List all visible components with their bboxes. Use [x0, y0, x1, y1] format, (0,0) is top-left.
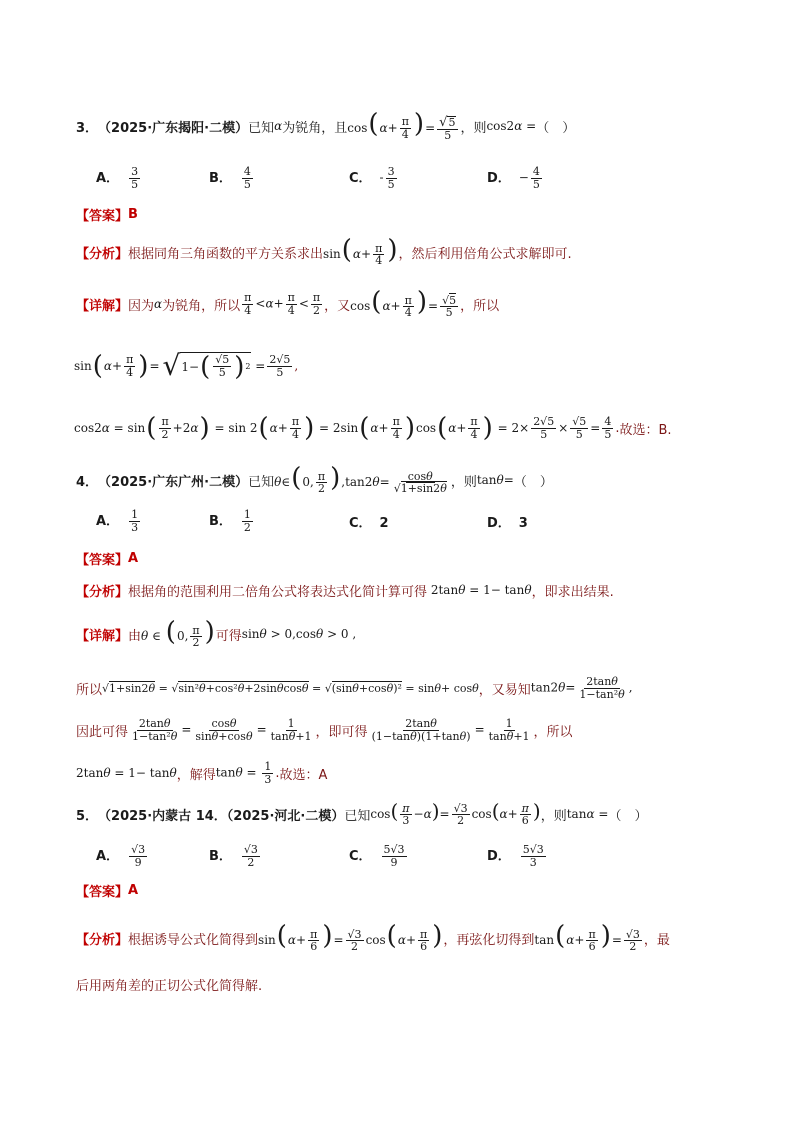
- q4-conclusion: 故选：A: [279, 767, 328, 783]
- q5-condition: cos( $\frac{\pi}{3}$ −α)= $\frac{√3}{2}$ cos(α+ $\frac{\pi}{6}$ ): [370, 799, 541, 828]
- q5-answer: [76, 880, 138, 900]
- q4-detail-tag: 【详解】: [76, 628, 129, 644]
- q4-answer-tag: 【答案】: [76, 552, 129, 568]
- q3-text-c: ，则: [460, 120, 487, 136]
- q5-blank: （ ）: [608, 808, 648, 824]
- q5-text-a: 已知: [344, 808, 371, 824]
- q3-cos2a: cos2α =: [486, 119, 537, 133]
- q3-sin-line: sin ( α + $\frac{\pi}{4}$ ) = √ 1− ( $\frac{√5}{5}$ ) 2 = $\frac{2√5}{5}$ ,: [74, 349, 299, 382]
- q4-solve-line: 2tanθ = 1− tanθ ，解得 tanθ = $\frac{1}{3}$ . 故选：A: [76, 759, 328, 786]
- q4-stem: [76, 460, 553, 500]
- q3-option-c: C． - $\frac{3}{5}$: [349, 164, 395, 191]
- q4-option-c: C． 2: [349, 515, 389, 531]
- q3-analysis-tag: 【分析】: [76, 246, 129, 262]
- q3-sin-expr: sin(α+ $\frac{\pi}{4}$ ): [323, 235, 398, 268]
- q4-solve: ，解得: [176, 767, 216, 783]
- q4-target: tanθ=: [476, 473, 514, 487]
- q3-given-expr: cos(α+ $\frac{\pi}{4}$ )= $\frac{√5}{5}$: [350, 287, 457, 320]
- q3-option-b: B． $\frac{4}{5}$: [209, 164, 251, 191]
- q3-text-a: 已知: [248, 120, 275, 136]
- q3-cos-expr: cos(α+ $\frac{\pi}{4}$ )= √ 5 5: [347, 111, 460, 141]
- q3-conclusion: 故选：B.: [619, 422, 672, 438]
- q5-text-c: ，则: [540, 808, 567, 824]
- q5-answer-value: A: [128, 882, 139, 898]
- q5-analysis: 【分析】 根据诱导公式化简得到 sin(α+ $\frac{\pi}{6}$ )= $\frac{√3}{2}$ cos(α+ $\frac{\pi}{6}$ ) ，再弦化切得到 tan(α+ $\frac{\pi}{6}$ )= $\frac{√3}{2}$ ，最: [76, 921, 670, 954]
- q4-detail-b: 可得: [215, 628, 242, 644]
- q4-answer: [76, 548, 138, 568]
- q3-option-a: A． $\frac{3}{5}$: [96, 164, 139, 191]
- q3-alpha: α: [274, 119, 283, 133]
- q3-answer-tag: 【答案】: [76, 208, 129, 224]
- q4-so2: ，所以: [533, 724, 573, 740]
- q3-option-d: D． − $\frac{4}{5}$: [487, 164, 540, 191]
- q5-analysis-b: ，再弦化切得到: [443, 932, 535, 948]
- q5-analysis-a: 根据诱导公式化简得到: [128, 932, 259, 948]
- q4-source: （2025·广东广州·二模）: [98, 474, 249, 490]
- q3-detail-d: ，所以: [460, 298, 500, 314]
- q3-answer-value: B: [128, 206, 138, 222]
- q4-options: [96, 506, 696, 536]
- q3-detail: 【详解】 因为 α 为锐角，所以 $\frac{\pi}{4}$ <α+ $\frac{\pi}{4}$ < $\frac{\pi}{2}$ ，又 cos(α+ $\frac{\pi}{4}$ )= $\frac{√5}{5}$ ，所以: [76, 287, 500, 320]
- q4-therefore: 因此可得: [76, 724, 129, 740]
- q3-source: （2025·广东揭阳·二模）: [98, 120, 249, 136]
- q4-condition: θ∈(0, $\frac{\pi}{2}$ ),tan2θ= $\frac{\cos\theta}{√1+\sin 2\theta}$: [274, 463, 447, 496]
- q4-blank: （ ）: [513, 474, 553, 490]
- q4-analysis-b: ，即求出结果.: [531, 584, 614, 600]
- q4-easy: ，又易知: [478, 682, 531, 698]
- q5-analysis-tag: 【分析】: [76, 932, 129, 948]
- q3-detail-b: 为锐角，所以: [162, 298, 241, 314]
- q4-then: ，即可得: [315, 724, 368, 740]
- q4-analysis-tag: 【分析】: [76, 584, 129, 600]
- q4-text-a: 已知: [248, 474, 275, 490]
- q5-options: [96, 838, 696, 874]
- q3-analysis-b: ，然后利用倍角公式求解即可.: [398, 246, 572, 262]
- q5-analysis-cont: [76, 974, 262, 994]
- q5-answer-tag: 【答案】: [76, 884, 129, 900]
- q4-therefore-line: 因此可得 $\frac{2\tan\theta}{\text{1−tan²θ}}$ = $\frac{\cos\theta}{\sin\theta+\cos\theta}$ = $\frac{1}{\tan\theta+1}$ ，即可得 $\frac{2\tan\theta}{(1-\tan\theta)(1+\tan\theta)}$ = $\frac{1}{\tan\theta+1}$ ，所以: [76, 716, 573, 743]
- q5-target: tanα =: [566, 807, 609, 821]
- q4-option-a: A． $\frac{1}{3}$: [96, 507, 139, 534]
- q4-so-line: 所以 √1+sin2θ = √sin²θ+cos²θ+2sinθcosθ = √(sinθ+cosθ)² = sinθ+ cosθ ，又易知 tan2θ= $\frac{2\tan\theta}{\text{1−tan²θ}}$ ,: [76, 674, 633, 701]
- q5-stem: [76, 796, 647, 832]
- q4-analysis-a: 根据角的范围利用二倍角公式将表达式化简计算可得: [128, 584, 428, 600]
- q3-options: [96, 160, 696, 196]
- q5-option-a: A． $\frac{√3}{9}$: [96, 842, 146, 869]
- q5-option-d: D． $\frac{5√3}{3}$: [487, 842, 544, 869]
- q4-detail-a: 由: [128, 628, 142, 644]
- q4-text-c: ，则: [450, 474, 477, 490]
- q3-analysis-a: 根据同角三角函数的平方关系求出: [128, 246, 324, 262]
- q5-option-b: B． $\frac{√3}{2}$: [209, 842, 258, 869]
- q4-so: 所以: [76, 682, 103, 698]
- q3-number: 3．: [76, 120, 99, 136]
- q4-key-eq: 2tanθ = 1− tanθ: [427, 583, 532, 597]
- q4-option-d: D． 3: [487, 515, 528, 531]
- q3-stem: [76, 108, 575, 144]
- q5-number: 5．: [76, 808, 99, 824]
- q3-blank: （ ）: [536, 120, 576, 136]
- q4-analysis: [76, 578, 614, 602]
- q3-analysis: [76, 232, 572, 272]
- q4-answer-value: A: [128, 550, 139, 566]
- q3-text-b: 为锐角，且: [282, 120, 348, 136]
- q3-cos2a-line: cos2 α = sin ( $\frac{\pi}{2}$ +2 α ) = sin 2 ( α + $\frac{\pi}{4}$ ) = 2sin ( α + $\frac{\pi}{4}$ ) cos ( α + $\frac{\pi}{4}$ ) = 2× $\frac{2√5}{5}$ × $\frac{√5}{5}$ = $\frac{4}{5}$ . 故选：B.: [74, 413, 672, 443]
- q5-option-c: C． $\frac{5√3}{9}$: [349, 842, 405, 869]
- q3-detail-a: 因为: [128, 298, 155, 314]
- q4-detail: 【详解】 由 θ ∈ (0, $\frac{\pi}{2}$ ) 可得 sinθ > 0,cosθ > 0 ,: [76, 617, 357, 650]
- q3-detail-tag: 【详解】: [76, 298, 129, 314]
- q5-analysis-d: 后用两角差的正切公式化简得解.: [76, 978, 263, 994]
- q3-answer: [76, 204, 138, 224]
- q5-source: （2025·内蒙古 14．（2025·河北·二模）: [98, 808, 345, 824]
- q4-option-b: B． $\frac{1}{2}$: [209, 507, 251, 534]
- q5-analysis-c: ，最: [643, 932, 670, 948]
- q3-range-expr: $\frac{\pi}{4}$ <α+ $\frac{\pi}{4}$ < $\frac{\pi}{2}$: [244, 290, 321, 317]
- q3-detail-c: ，又: [324, 298, 351, 314]
- q4-number: 4．: [76, 474, 99, 490]
